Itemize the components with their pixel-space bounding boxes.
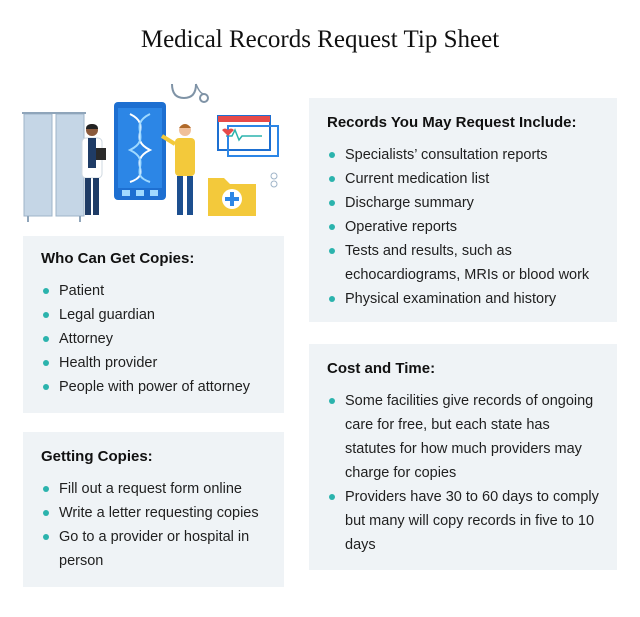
list-item: Health provider	[41, 351, 266, 375]
list-item: Tests and results, such as echocardiograms, MRIs or blood work	[327, 239, 599, 287]
list-item: Current medication list	[327, 167, 599, 191]
doctor-icon	[82, 124, 106, 215]
cost-and-time-list	[327, 389, 599, 557]
list-item: Operative reports	[327, 215, 599, 239]
list-item: Legal guardian	[41, 303, 266, 327]
list-item: People with power of attorney	[41, 375, 266, 399]
page-title: Medical Records Request Tip Sheet	[140, 26, 500, 53]
getting-copies-list	[41, 477, 266, 573]
hospital-curtain-icon	[22, 113, 86, 222]
getting-copies-heading: Getting Copies:	[41, 448, 153, 465]
list-item: Go to a provider or hospital in person	[41, 525, 266, 573]
list-item: Some facilities give records of ongoing care for free, but each state has statutes for how much providers may charge for copies	[327, 389, 599, 485]
records-include-heading: Records You May Request Include:	[327, 114, 577, 131]
who-can-get-copies-heading: Who Can Get Copies:	[41, 250, 195, 267]
illustration	[22, 78, 292, 223]
list-item: Physical examination and history	[327, 287, 599, 311]
cost-and-time-card	[309, 344, 617, 570]
stethoscope-icon	[172, 84, 208, 102]
list-item: Providers have 30 to 60 days to comply but many will copy records in five to 10 days	[327, 485, 599, 557]
list-item: Write a letter requesting copies	[41, 501, 266, 525]
medical-folder-icon	[208, 178, 256, 216]
list-item: Discharge summary	[327, 191, 599, 215]
records-include-card	[309, 98, 617, 322]
list-item: Specialists’ consultation reports	[327, 143, 599, 167]
dna-screen-icon	[114, 102, 166, 200]
who-can-get-copies-card	[23, 236, 284, 413]
records-include-list	[327, 143, 599, 311]
list-item: Attorney	[41, 327, 266, 351]
who-can-get-copies-list	[41, 279, 266, 399]
getting-copies-card	[23, 432, 284, 587]
list-item: Patient	[41, 279, 266, 303]
cost-and-time-heading: Cost and Time:	[327, 360, 436, 377]
list-item: Fill out a request form online	[41, 477, 266, 501]
heart-monitor-icon	[218, 116, 278, 156]
